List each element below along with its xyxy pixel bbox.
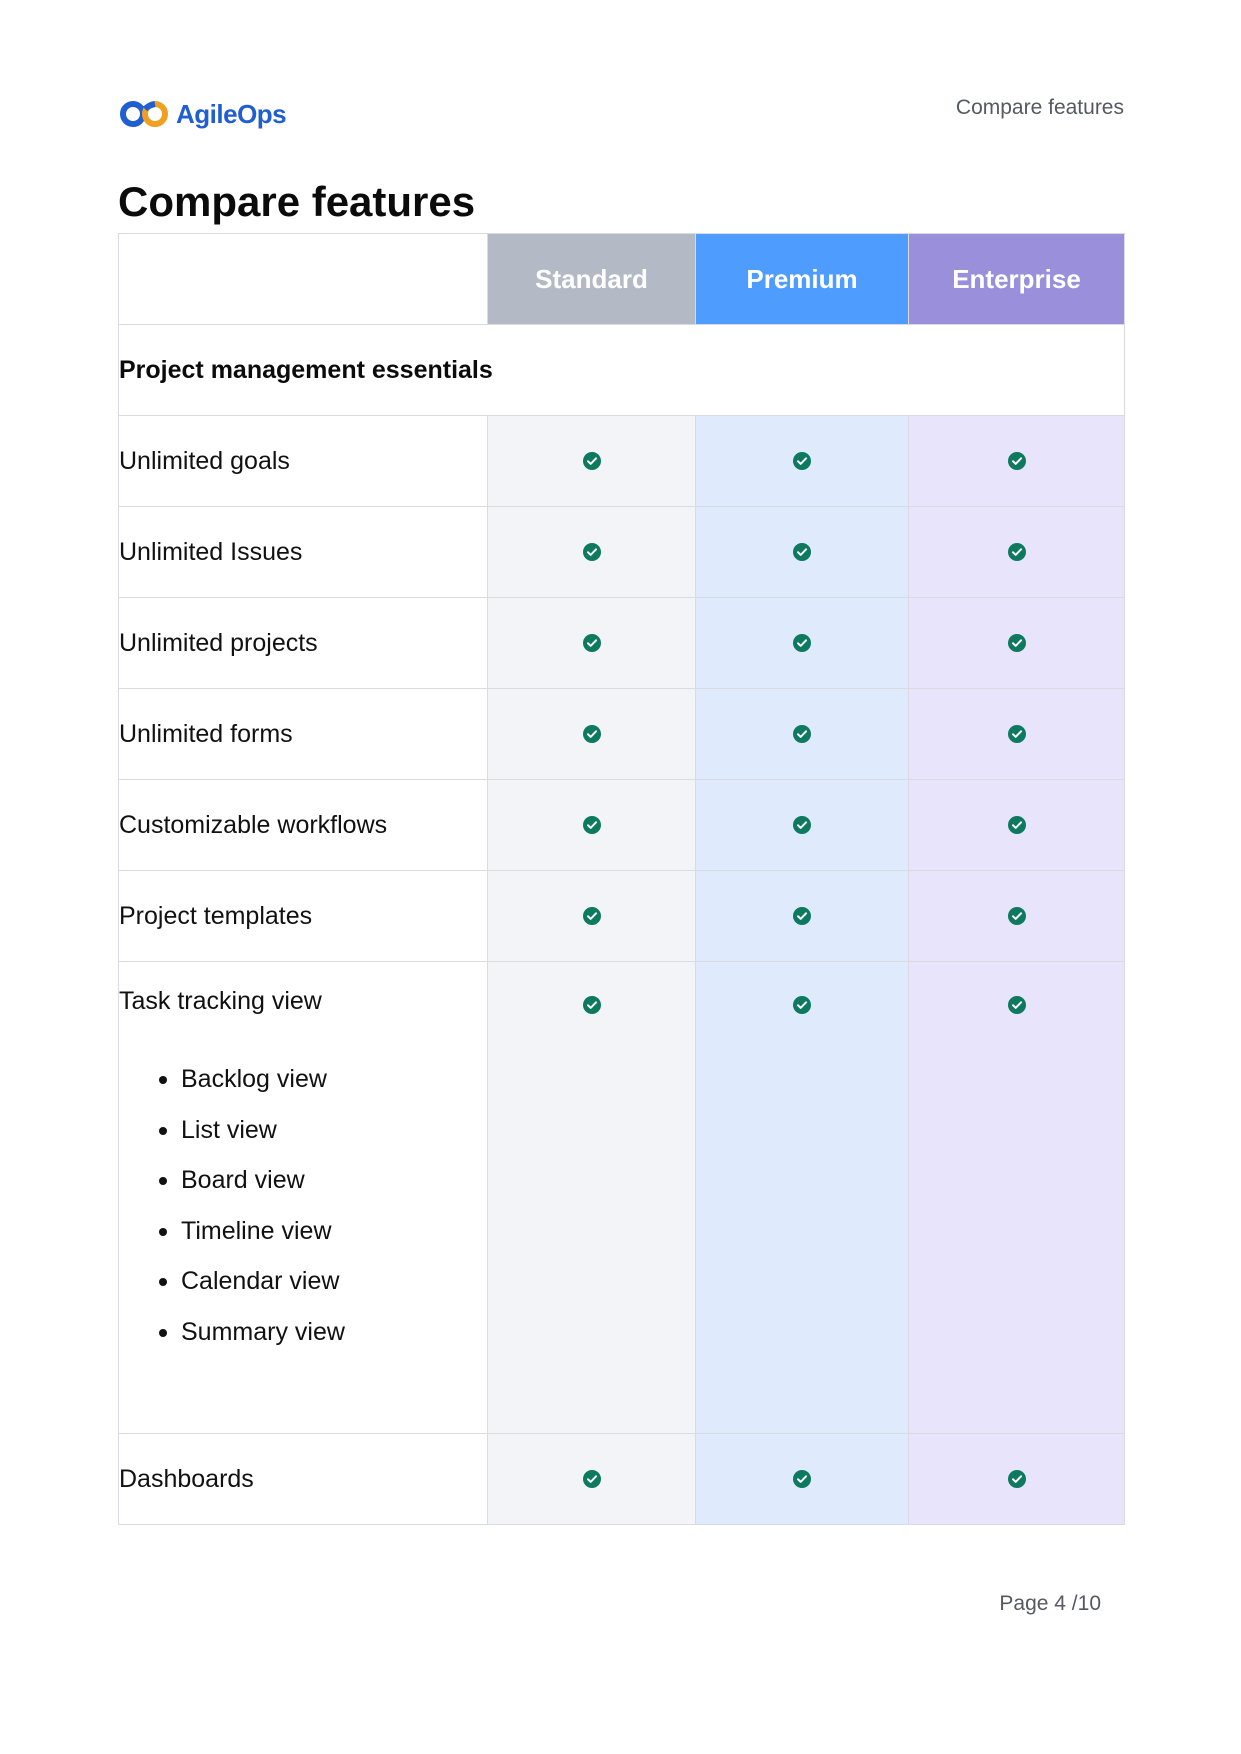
check-circle-icon: [1008, 634, 1026, 652]
premium-cell: [696, 1434, 909, 1525]
feature-label: Unlimited projects: [119, 598, 488, 689]
enterprise-cell: [909, 1434, 1125, 1525]
enterprise-cell: [909, 507, 1125, 598]
premium-cell: [696, 598, 909, 689]
check-circle-icon: [583, 634, 601, 652]
list-item: Timeline view: [181, 1206, 487, 1257]
premium-cell: [696, 416, 909, 507]
list-item: Board view: [181, 1155, 487, 1206]
feature-row: [119, 962, 1125, 1434]
premium-cell: [696, 962, 909, 1434]
feature-label: Unlimited forms: [119, 689, 488, 780]
standard-cell: [488, 780, 696, 871]
check-circle-icon: [1008, 816, 1026, 834]
standard-cell: [488, 962, 696, 1434]
enterprise-cell: [909, 416, 1125, 507]
check-circle-icon: [583, 996, 601, 1014]
tier-enterprise-header: Enterprise: [909, 234, 1125, 325]
check-circle-icon: [793, 725, 811, 743]
section-heading: Project management essentials: [119, 325, 1125, 416]
brand-logo: [118, 94, 286, 134]
page-number: Page 4 /10: [999, 1592, 1101, 1615]
view-type-list: [119, 1054, 487, 1357]
page-title: Compare features: [118, 178, 476, 225]
premium-cell: [696, 871, 909, 962]
check-circle-icon: [793, 1470, 811, 1488]
check-circle-icon: [583, 543, 601, 561]
list-item: List view: [181, 1105, 487, 1156]
feature-label: Unlimited Issues: [119, 507, 488, 598]
enterprise-cell: [909, 689, 1125, 780]
header-section-label: Compare features: [955, 96, 1124, 119]
check-circle-icon: [583, 1470, 601, 1488]
standard-cell: [488, 598, 696, 689]
feature-cell-task-tracking: [119, 962, 488, 1434]
tier-standard-header: Standard: [488, 234, 696, 325]
check-circle-icon: [793, 543, 811, 561]
feature-row: [119, 689, 1125, 780]
feature-label: Task tracking view: [119, 987, 322, 1015]
premium-cell: [696, 689, 909, 780]
check-circle-icon: [793, 816, 811, 834]
check-circle-icon: [793, 996, 811, 1014]
tier-header-row: [119, 234, 1125, 325]
premium-cell: [696, 780, 909, 871]
premium-cell: [696, 507, 909, 598]
page-header: [118, 94, 1124, 134]
feature-comparison-table: [118, 233, 1125, 1525]
standard-cell: [488, 689, 696, 780]
standard-cell: [488, 416, 696, 507]
check-circle-icon: [583, 725, 601, 743]
tier-premium-header: Premium: [696, 234, 909, 325]
check-circle-icon: [1008, 543, 1026, 561]
feature-label: Project templates: [119, 871, 488, 962]
enterprise-cell: [909, 962, 1125, 1434]
list-item: Summary view: [181, 1307, 487, 1358]
feature-row: [119, 598, 1125, 689]
section-row: [119, 325, 1125, 416]
enterprise-cell: [909, 598, 1125, 689]
feature-row: [119, 780, 1125, 871]
check-circle-icon: [1008, 907, 1026, 925]
check-circle-icon: [793, 907, 811, 925]
feature-row: [119, 1434, 1125, 1525]
enterprise-cell: [909, 871, 1125, 962]
infinity-logo-icon: [118, 99, 170, 129]
enterprise-cell: [909, 780, 1125, 871]
feature-label: Customizable workflows: [119, 780, 488, 871]
check-circle-icon: [793, 452, 811, 470]
standard-cell: [488, 1434, 696, 1525]
check-circle-icon: [1008, 725, 1026, 743]
check-circle-icon: [583, 907, 601, 925]
brand-name: AgileOps: [176, 98, 287, 129]
feature-row: [119, 507, 1125, 598]
list-item: Calendar view: [181, 1256, 487, 1307]
check-circle-icon: [1008, 1470, 1026, 1488]
check-circle-icon: [1008, 996, 1026, 1014]
check-circle-icon: [1008, 452, 1026, 470]
standard-cell: [488, 871, 696, 962]
feature-label: Unlimited goals: [119, 416, 488, 507]
check-circle-icon: [793, 634, 811, 652]
check-circle-icon: [583, 452, 601, 470]
standard-cell: [488, 507, 696, 598]
feature-label: Dashboards: [119, 1434, 488, 1525]
feature-row: [119, 871, 1125, 962]
check-circle-icon: [583, 816, 601, 834]
header-blank-cell: [119, 234, 488, 325]
list-item: Backlog view: [181, 1054, 487, 1105]
feature-row: [119, 416, 1125, 507]
